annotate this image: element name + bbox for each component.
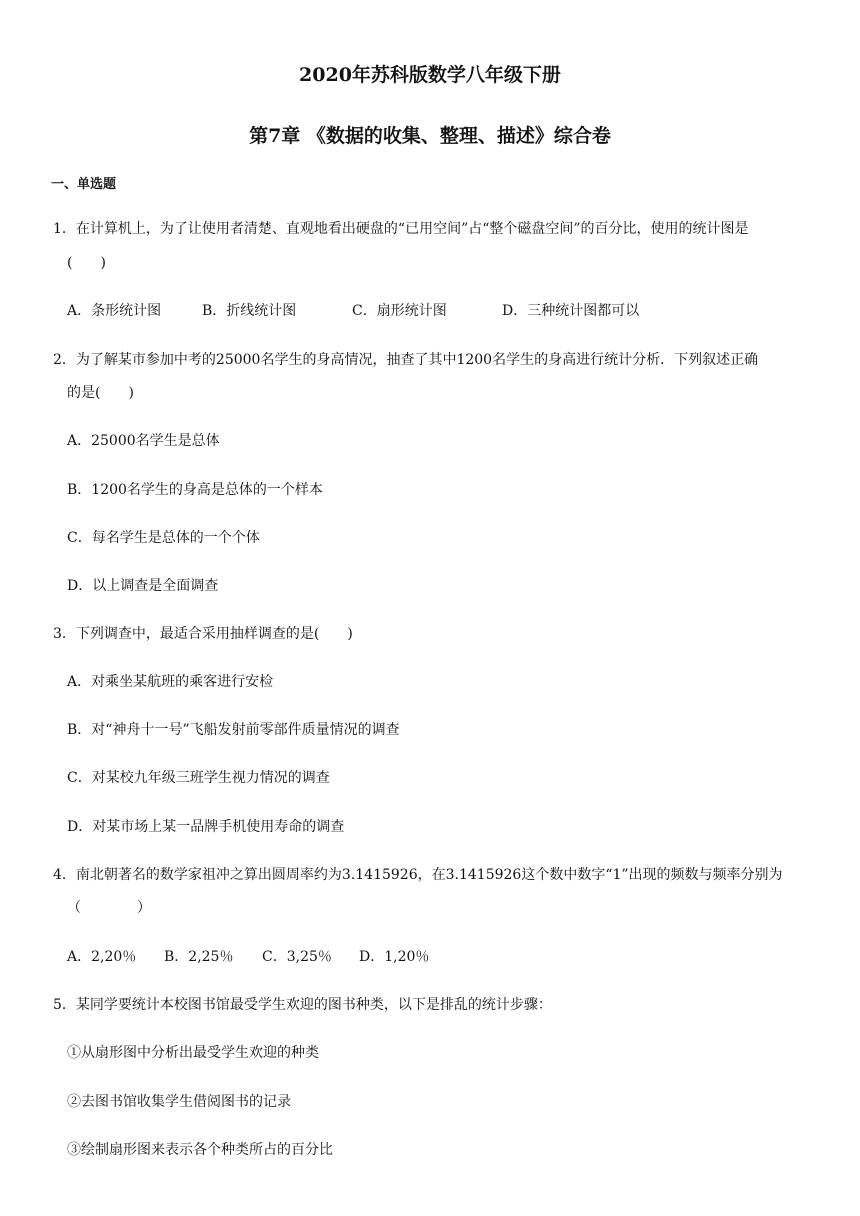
question-2-option-d: D．以上调查是全面调查 bbox=[67, 578, 219, 594]
section-heading: 一、单选题 bbox=[51, 177, 117, 192]
question-5-stem: 5．某同学要统计本校图书馆最受学生欢迎的图书种类，以下是排乱的统计步骤： bbox=[53, 997, 552, 1013]
question-2-option-c: C．每名学生是总体的一个个体 bbox=[67, 530, 260, 546]
question-5-step-2: ②去图书馆收集学生借阅图书的记录 bbox=[67, 1094, 291, 1110]
chapter-subtitle: 第7章 《数据的收集、整理、描述》综合卷 bbox=[249, 125, 611, 147]
question-5-step-3: ③绘制扇形图来表示各个种类所占的百分比 bbox=[67, 1142, 333, 1158]
question-4-stem-line-2: （ ） bbox=[67, 900, 151, 916]
question-1-option-c: C．扇形统计图 bbox=[352, 303, 447, 319]
question-4-option-d: D．1,20％ bbox=[359, 949, 430, 965]
question-3-option-b: B．对“神舟十一号”飞船发射前零部件质量情况的调查 bbox=[67, 722, 400, 738]
question-1-option-d: D．三种统计图都可以 bbox=[502, 303, 640, 319]
question-4-option-c: C．3,25％ bbox=[262, 949, 332, 965]
question-1-stem-line-1: 1．在计算机上，为了让使用者清楚、直观地看出硬盘的“已用空间”占“整个磁盘空间”的百分比，使用的统计图是 bbox=[53, 221, 749, 237]
question-4-option-b: B．2,25％ bbox=[164, 949, 234, 965]
question-1-option-a: A．条形统计图 bbox=[67, 303, 162, 319]
question-1-option-b: B．折线统计图 bbox=[202, 303, 297, 319]
question-2-option-b: B．1200名学生的身高是总体的一个样本 bbox=[67, 482, 323, 498]
question-4-stem-line-1: 4．南北朝著名的数学家祖冲之算出圆周率约为3.1415926，在3.1415926这个数中数字“1”出现的频数与频率分别为 bbox=[53, 867, 783, 883]
question-3-option-d: D．对某市场上某一品牌手机使用寿命的调查 bbox=[67, 819, 345, 835]
question-3-option-a: A．对乘坐某航班的乘客进行安检 bbox=[67, 674, 274, 690]
question-3-stem: 3．下列调查中，最适合采用抽样调查的是( ) bbox=[53, 626, 353, 642]
question-2-stem-line-1: 2．为了解某市参加中考的25000名学生的身高情况，抽查了其中1200名学生的身高进行统计分析．下列叙述正确 bbox=[53, 352, 759, 368]
question-2-option-a: A．25000名学生是总体 bbox=[67, 433, 220, 449]
document-title: 2020年苏科版数学八年级下册 bbox=[299, 64, 561, 86]
question-2-stem-line-2: 的是( ) bbox=[67, 385, 134, 401]
question-1-stem-line-2: ( ) bbox=[67, 255, 106, 271]
question-4-option-a: A．2,20％ bbox=[67, 949, 137, 965]
question-5-step-1: ①从扇形图中分析出最受学生欢迎的种类 bbox=[67, 1045, 319, 1061]
question-3-option-c: C．对某校九年级三班学生视力情况的调查 bbox=[67, 770, 330, 786]
